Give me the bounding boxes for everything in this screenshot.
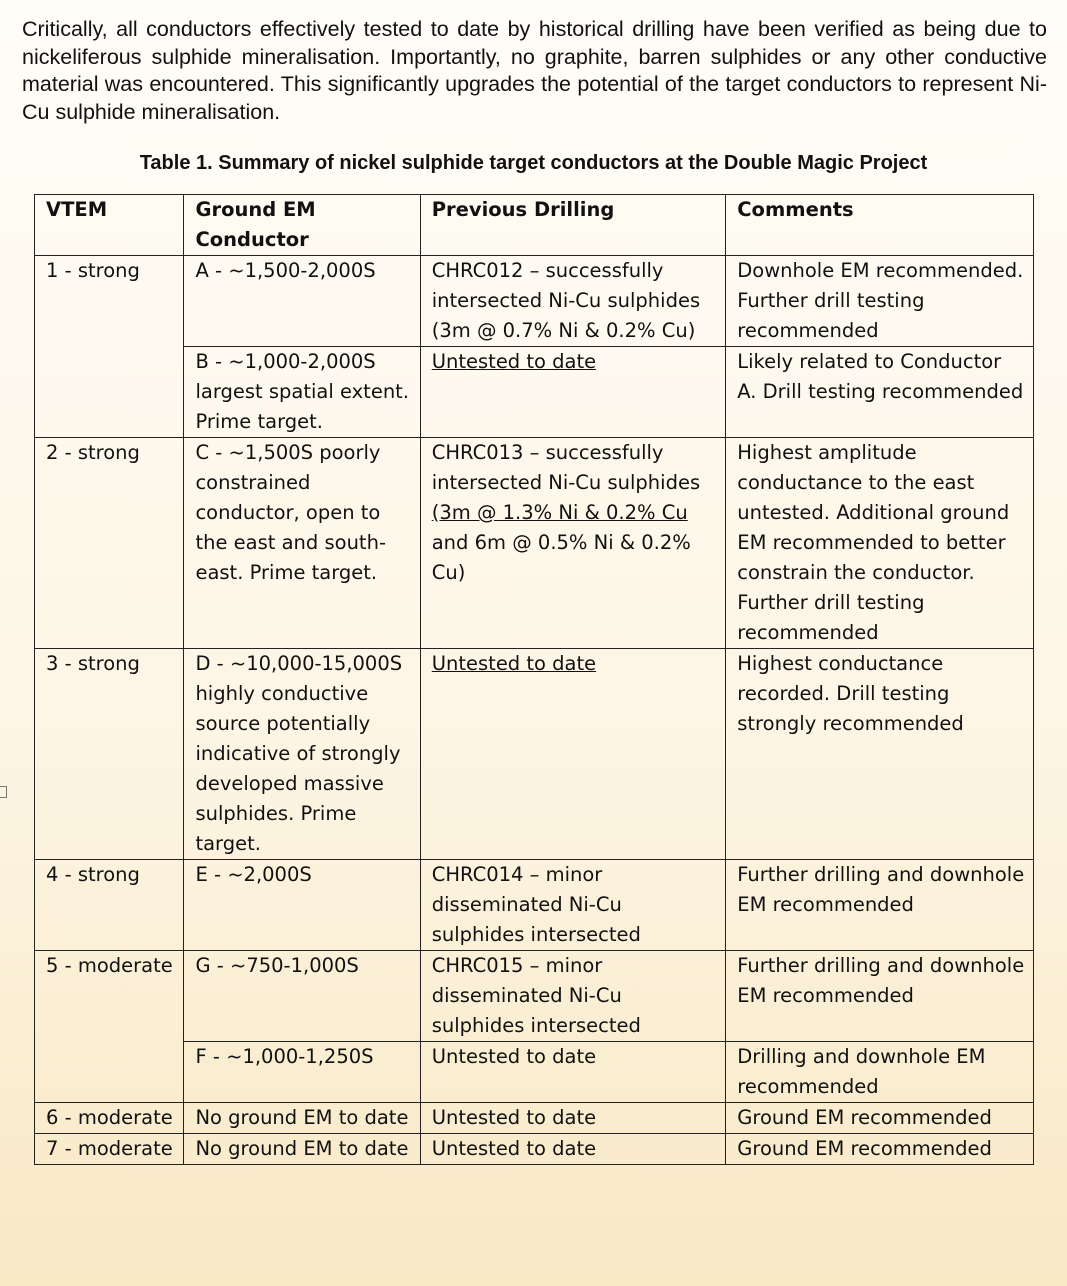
header-ground-em: Ground EM Conductor xyxy=(184,195,420,256)
table-row xyxy=(35,1042,1034,1103)
cell-vtem: 6 - moderate xyxy=(35,1103,184,1134)
cell-drilling xyxy=(420,347,726,438)
cell-drilling xyxy=(420,649,726,860)
cell-comments: Likely related to Conductor A. Drill testing recommended xyxy=(726,347,1034,438)
table-row xyxy=(35,438,1034,649)
header-previous-drilling: Previous Drilling xyxy=(420,195,726,256)
table-caption: Table 1. Summary of nickel sulphide target conductors at the Double Magic Project xyxy=(139,152,928,174)
cell-drilling: CHRC015 – minor disseminated Ni-Cu sulphides intersected xyxy=(420,951,726,1042)
table-header-row xyxy=(35,195,1034,256)
cell-drilling: Untested to date xyxy=(420,1134,726,1165)
page-edge-marker xyxy=(0,786,7,798)
cell-comments: Ground EM recommended xyxy=(726,1103,1034,1134)
cell-comments: Further drilling and downhole EM recommended xyxy=(726,951,1034,1042)
cell-comments: Drilling and downhole EM recommended xyxy=(726,1042,1034,1103)
cell-ground-em: A - ~1,500-2,000S xyxy=(184,256,420,347)
cell-comments: Further drilling and downhole EM recommended xyxy=(726,860,1034,951)
cell-comments: Highest amplitude conductance to the east untested. Additional ground EM recommended to better constrain the conductor. Further drill testing recommended xyxy=(726,438,1034,649)
table-row xyxy=(35,1103,1034,1134)
cell-vtem: 2 - strong xyxy=(35,438,184,649)
cell-vtem: 3 - strong xyxy=(35,649,184,860)
drilling-intercept-text: (3m @ 1.3% Ni & 0.2% Cu xyxy=(431,501,688,524)
header-comments: Comments xyxy=(726,195,1034,256)
drilling-untested-text: Untested to date xyxy=(431,652,597,675)
cell-comments: Highest conductance recorded. Drill testing strongly recommended xyxy=(726,649,1034,860)
table-row xyxy=(35,951,1034,1042)
cell-drilling: CHRC012 – successfully intersected Ni-Cu sulphides (3m @ 0.7% Ni & 0.2% Cu) xyxy=(420,256,726,347)
cell-drilling: Untested to date xyxy=(420,1042,726,1103)
cell-ground-em: No ground EM to date xyxy=(184,1134,420,1165)
drilling-hole-text: CHRC013 – successfully intersected Ni-Cu sulphides xyxy=(431,441,701,494)
cell-drilling xyxy=(420,438,726,649)
cell-ground-em: B - ~1,000-2,000S largest spatial extent. Prime target. xyxy=(184,347,420,438)
cell-ground-em: No ground EM to date xyxy=(184,1103,420,1134)
decorative-watermark xyxy=(10,1212,250,1282)
header-vtem: VTEM xyxy=(35,195,184,256)
cell-comments: Downhole EM recommended. Further drill testing recommended xyxy=(726,256,1034,347)
table-row xyxy=(35,860,1034,951)
table-row xyxy=(35,649,1034,860)
cell-drilling: Untested to date xyxy=(420,1103,726,1134)
cell-ground-em: E - ~2,000S xyxy=(184,860,420,951)
cell-vtem: 4 - strong xyxy=(35,860,184,951)
intro-paragraph: Critically, all conductors effectively tested to date by historical drilling have been verified as being due to nickeliferous sulphide mineralisation. Importantly, no graphite, barren sulphides or any other conductive material was encountered. This significantly upgrades the potential of the target conductors to represent Ni-Cu sulphide mineralisation. xyxy=(22,17,1047,124)
drilling-untested-text: Untested to date xyxy=(431,350,597,373)
table-row xyxy=(35,256,1034,347)
drilling-intercept-extra-text: and 6m @ 0.5% Ni & 0.2% Cu) xyxy=(431,531,691,584)
table-row xyxy=(35,347,1034,438)
cell-ground-em: G - ~750-1,000S xyxy=(184,951,420,1042)
cell-ground-em: C - ~1,500S poorly constrained conductor, open to the east and south-east. Prime target. xyxy=(184,438,420,649)
cell-ground-em: F - ~1,000-1,250S xyxy=(184,1042,420,1103)
cell-vtem: 7 - moderate xyxy=(35,1134,184,1165)
cell-vtem: 1 - strong xyxy=(35,256,184,438)
cell-drilling: CHRC014 – minor disseminated Ni-Cu sulphides intersected xyxy=(420,860,726,951)
cell-ground-em: D - ~10,000-15,000S highly conductive source potentially indicative of strongly developed massive sulphides. Prime target. xyxy=(184,649,420,860)
conductor-summary-table xyxy=(34,194,1034,1165)
table-row xyxy=(35,1134,1034,1165)
cell-vtem: 5 - moderate xyxy=(35,951,184,1103)
cell-comments: Ground EM recommended xyxy=(726,1134,1034,1165)
